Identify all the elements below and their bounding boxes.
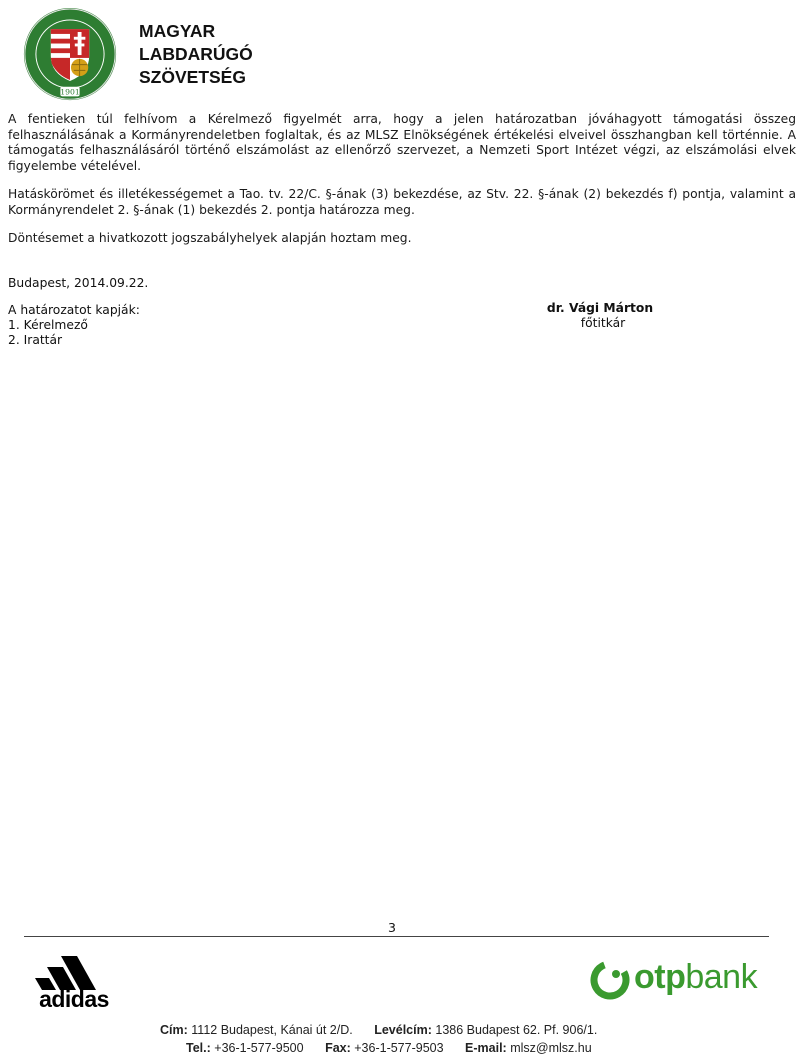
svg-text:1901: 1901	[60, 87, 80, 97]
address-value: 1112 Budapest, Kánai út 2/D.	[191, 1023, 353, 1037]
adidas-wordmark: adidas	[39, 986, 109, 1012]
phone-label: Tel.:	[186, 1041, 211, 1055]
otp-bank-logo	[590, 958, 780, 1002]
signature-block	[545, 301, 655, 331]
adidas-stripes-icon	[24, 950, 124, 990]
letter-body	[8, 112, 796, 260]
adidas-logo	[24, 950, 124, 1012]
org-name-line-2: LABDARÚGÓ	[139, 44, 253, 64]
footer-divider	[24, 936, 769, 937]
fax-label: Fax:	[325, 1041, 351, 1055]
org-name-line-1: MAGYAR	[139, 21, 216, 41]
contact-row-address	[140, 1021, 660, 1039]
email-value[interactable]: mlsz@mlsz.hu	[510, 1041, 592, 1055]
page-number: 3	[388, 920, 396, 935]
contact-row-phone	[140, 1039, 660, 1057]
recipients-heading: A határozatot kapják:	[8, 303, 140, 317]
recipients-block	[8, 303, 140, 348]
letterhead	[22, 6, 322, 110]
otp-wordmark-bold: otp	[634, 958, 686, 996]
address-label: Cím:	[160, 1023, 188, 1037]
otp-wordmark-bank: bank	[685, 958, 758, 996]
signer-name: dr. Vági Márton	[546, 301, 654, 315]
mail-address-label: Levélcím:	[374, 1023, 432, 1037]
paragraph-decision-basis: Döntésemet a hivatkozott jogszabályhelyek alapján hoztam meg.	[8, 231, 412, 245]
paragraph-jurisdiction: Hatáskörömet és illetékességemet a Tao. tv. 22/C. §-ának (3) bekezdése, az Stv. 22. §-ának (2) bekezdés f) pontja, valamint a Kormányrendelet 2. §-ának (1) bekezdés 2. pontja határozza meg.	[8, 187, 796, 217]
mail-address-value: 1386 Budapest 62. Pf. 906/1.	[435, 1023, 598, 1037]
mlsz-crest-icon	[22, 6, 118, 106]
paragraph-usage-notice: A fentieken túl felhívom a Kérelmező figyelmét arra, hogy a jelen határozatban jóváhagyott támogatási összeg felhasználásának a Kormányrendeletben foglaltak, és az MLSZ Elnökségének értékelési elveivel összhangban kell történnie. A támogatás felhasználásáról történő elszámolást az ellenőrző szervezet, a Nemzeti Sport Intézet végzi, az elszámolási elvek figyelembe vételével.	[8, 112, 796, 173]
otp-swirl-icon	[590, 960, 630, 1000]
contact-info	[140, 1021, 660, 1057]
organization-name	[139, 20, 253, 89]
recipient-item: 2. Irattár	[8, 333, 63, 347]
fax-value: +36-1-577-9503	[354, 1041, 444, 1055]
recipient-item: 1. Kérelmező	[8, 318, 88, 332]
document-date: Budapest, 2014.09.22.	[8, 276, 149, 290]
otp-bank-wordmark	[634, 958, 757, 997]
phone-value: +36-1-577-9500	[214, 1041, 304, 1055]
org-name-line-3: SZÖVETSÉG	[139, 67, 246, 87]
signer-title: főtitkár	[580, 316, 626, 330]
email-label: E-mail:	[465, 1041, 507, 1055]
